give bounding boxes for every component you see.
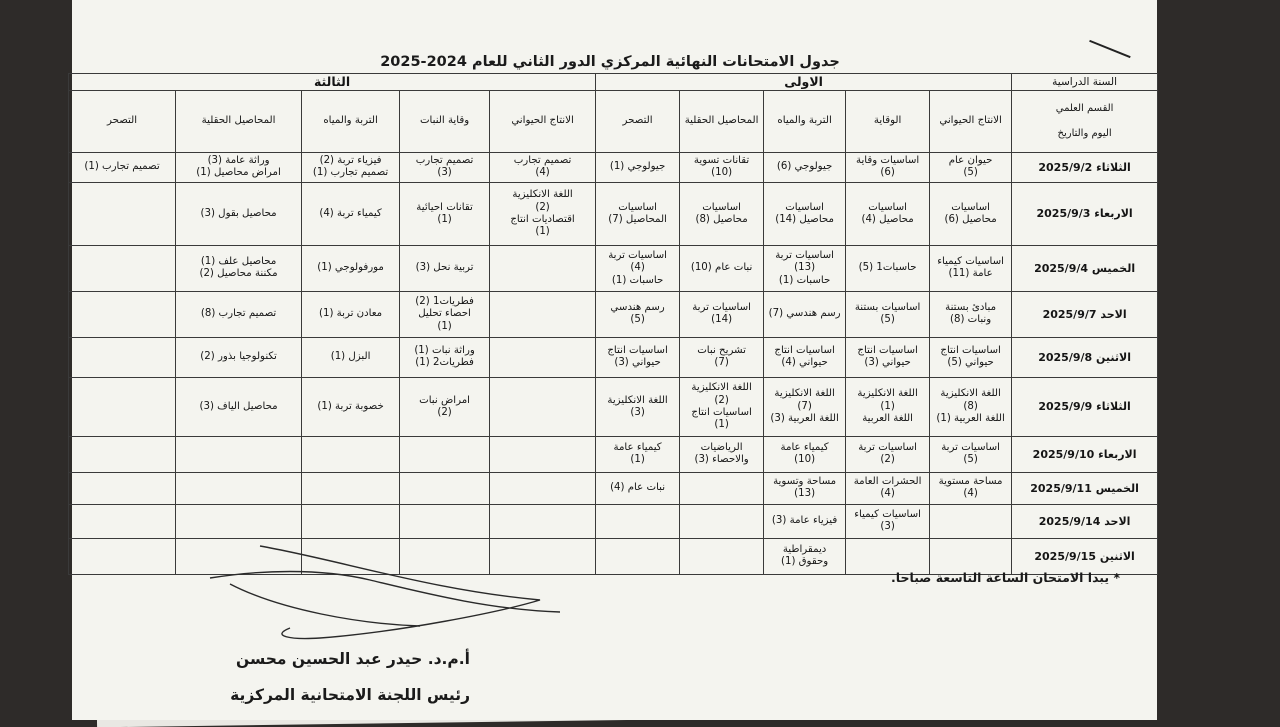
year-label-cell: السنة الدراسية	[1012, 74, 1158, 91]
date-cell: الخميس 2025/9/11	[1012, 472, 1158, 504]
exam-cell	[400, 472, 490, 504]
exam-cell	[176, 504, 302, 538]
dept-header: التربة والمياه	[764, 91, 846, 153]
exam-cell	[69, 377, 176, 436]
exam-cell: اساسيات انتاج حيواني (3)	[596, 337, 680, 377]
date-cell: الاربعاء 2025/9/10	[1012, 436, 1158, 472]
exam-cell: نبات عام (4)	[596, 472, 680, 504]
exam-cell: كيمياء عامة (1)	[596, 436, 680, 472]
exam-cell: اساسيات كيمياء (3)	[846, 504, 930, 538]
first-year-header: الاولى	[596, 74, 1012, 91]
exam-cell: تقانات احيائية (1)	[400, 182, 490, 245]
schedule-row	[69, 504, 1158, 538]
exam-cell: اساسيات محاصيل (8)	[680, 182, 764, 245]
exam-cell: فيزياء تربة (2) تصميم تجارب (1)	[302, 152, 400, 182]
exam-cell: اساسيات تربة (13) حاسبات (1)	[764, 245, 846, 291]
exam-cell: البزل (1)	[302, 337, 400, 377]
exam-cell	[930, 504, 1012, 538]
exam-cell: اساسيات انتاج حيواني (3)	[846, 337, 930, 377]
exam-cell: اللغة الانكليزية (2) اقتصاديات انتاج (1)	[490, 182, 596, 245]
date-cell: الثلاثاء 2025/9/2	[1012, 152, 1158, 182]
exam-schedule-table	[68, 73, 1158, 575]
exam-cell: اساسيات انتاج حيواني (4)	[764, 337, 846, 377]
exam-time-note: * يبدا الامتحان الساعة التاسعة صباحا.	[891, 570, 1120, 585]
dept-header: التربة والمياه	[302, 91, 400, 153]
exam-cell: خصوبة تربة (1)	[302, 377, 400, 436]
exam-cell: اللغة الانكليزية (3)	[596, 377, 680, 436]
exam-cell: اساسيات محاصيل (4)	[846, 182, 930, 245]
exam-cell: اساسيات تربة (14)	[680, 291, 764, 337]
exam-cell: حيوان عام (5)	[930, 152, 1012, 182]
exam-cell	[302, 436, 400, 472]
exam-cell: اساسيات محاصيل (6)	[930, 182, 1012, 245]
exam-cell: جيولوجي (6)	[764, 152, 846, 182]
signatory-name: أ.م.د. حيدر عبد الحسين محسن	[236, 650, 470, 668]
exam-cell	[69, 538, 176, 574]
schedule-row	[69, 472, 1158, 504]
year-header-row	[69, 74, 1158, 91]
exam-cell: مورفولوجي (1)	[302, 245, 400, 291]
exam-cell: اساسيات وقاية (6)	[846, 152, 930, 182]
exam-cell: تصميم تجارب (4)	[490, 152, 596, 182]
exam-cell: امراض نبات (2)	[400, 377, 490, 436]
exam-cell: اساسيات تربة (4) حاسبات (1)	[596, 245, 680, 291]
exam-cell: مساحة وتسوية (13)	[764, 472, 846, 504]
date-cell: الاربعاء 2025/9/3	[1012, 182, 1158, 245]
exam-cell: اساسيات تربة (2)	[846, 436, 930, 472]
exam-cell	[490, 337, 596, 377]
exam-cell	[69, 182, 176, 245]
exam-cell: رسم هندسي (7)	[764, 291, 846, 337]
date-cell: الخميس 2025/9/4	[1012, 245, 1158, 291]
schedule-row	[69, 182, 1158, 245]
exam-cell	[69, 472, 176, 504]
exam-cell: تصميم تجارب (8)	[176, 291, 302, 337]
exam-cell: اساسيات تربة (5)	[930, 436, 1012, 472]
exam-cell: تكنولوجيا بذور (2)	[176, 337, 302, 377]
date-cell: الاثنين 2025/9/15	[1012, 538, 1158, 574]
dept-header: الانتاج الحيواني	[930, 91, 1012, 153]
exam-cell: جيولوجي (1)	[596, 152, 680, 182]
exam-cell: مبادئ بستنة ونبات (8)	[930, 291, 1012, 337]
department-header-row	[69, 91, 1158, 153]
exam-cell	[680, 472, 764, 504]
exam-cell: الحشرات العامة (4)	[846, 472, 930, 504]
dept-header: الانتاج الحيواني	[490, 91, 596, 153]
exam-cell: نبات عام (10)	[680, 245, 764, 291]
handwritten-signature	[200, 540, 580, 650]
dept-header: التصحر	[596, 91, 680, 153]
third-year-header: الثالثة	[69, 74, 596, 91]
exam-cell: حاسبات1 (5)	[846, 245, 930, 291]
signatory-role: رئيس اللجنة الامتحانية المركزية	[230, 686, 470, 704]
dept-header: التصحر	[69, 91, 176, 153]
exam-cell: فيزياء عامة (3)	[764, 504, 846, 538]
exam-cell	[69, 245, 176, 291]
exam-cell	[302, 472, 400, 504]
exam-cell: وراثة عامة (3) امراض محاصيل (1)	[176, 152, 302, 182]
exam-cell	[176, 472, 302, 504]
schedule-row	[69, 291, 1158, 337]
exam-cell: معادن تربة (1)	[302, 291, 400, 337]
exam-cell: محاصيل علف (1) مكننة محاصيل (2)	[176, 245, 302, 291]
exam-cell: كيمياء تربة (4)	[302, 182, 400, 245]
exam-cell: تصميم تجارب (3)	[400, 152, 490, 182]
exam-cell: تصميم تجارب (1)	[69, 152, 176, 182]
schedule-row	[69, 152, 1158, 182]
exam-cell: اللغة الانكليزية (2) اساسيات انتاج (1)	[680, 377, 764, 436]
exam-cell	[490, 245, 596, 291]
exam-cell	[69, 337, 176, 377]
dept-label: القسم العلمي	[1055, 103, 1114, 115]
exam-cell: اساسيات محاصيل (14)	[764, 182, 846, 245]
dept-header: المحاصيل الحقلية	[680, 91, 764, 153]
date-cell: الاحد 2025/9/7	[1012, 291, 1158, 337]
exam-cell	[490, 472, 596, 504]
exam-cell: تقانات تسوية (10)	[680, 152, 764, 182]
exam-cell	[176, 436, 302, 472]
exam-cell	[596, 504, 680, 538]
exam-cell: ديمقراطية وحقوق (1)	[764, 538, 846, 574]
dept-header: الوقاية	[846, 91, 930, 153]
exam-cell: رسم هندسي (5)	[596, 291, 680, 337]
exam-cell: كيمياء عامة (10)	[764, 436, 846, 472]
schedule-row	[69, 436, 1158, 472]
exam-cell: تربية نحل (3)	[400, 245, 490, 291]
exam-cell	[400, 436, 490, 472]
date-cell: الاثنين 2025/9/8	[1012, 337, 1158, 377]
dept-header: وقاية النبات	[400, 91, 490, 153]
exam-cell	[302, 504, 400, 538]
exam-cell	[490, 377, 596, 436]
schedule-row	[69, 377, 1158, 436]
schedule-body	[69, 152, 1158, 574]
dept-header: المحاصيل الحقلية	[176, 91, 302, 153]
exam-cell: اللغة الانكليزية (8) اللغة العربية (1)	[930, 377, 1012, 436]
exam-cell	[400, 504, 490, 538]
exam-cell: اساسيات كيمياء عامة (11)	[930, 245, 1012, 291]
schedule-row	[69, 245, 1158, 291]
exam-cell	[69, 291, 176, 337]
exam-cell: الرياضيات والاحصاء (3)	[680, 436, 764, 472]
corner-header	[1012, 91, 1158, 153]
exam-cell: فطريات1 (2) احصاء تحليل (1)	[400, 291, 490, 337]
exam-cell: مساحة مستوية (4)	[930, 472, 1012, 504]
exam-cell	[69, 504, 176, 538]
date-cell: الثلاثاء 2025/9/9	[1012, 377, 1158, 436]
document-title: جدول الامتحانات النهائية المركزي الدور الثاني للعام 2024-2025	[380, 54, 840, 70]
exam-cell	[490, 436, 596, 472]
exam-cell: اساسيات المحاصيل (7)	[596, 182, 680, 245]
exam-cell: محاصيل بقول (3)	[176, 182, 302, 245]
exam-cell	[596, 538, 680, 574]
exam-cell	[680, 538, 764, 574]
schedule-row	[69, 337, 1158, 377]
exam-cell: وراثة نبات (1) فطريات2 (1)	[400, 337, 490, 377]
exam-cell	[680, 504, 764, 538]
exam-cell	[490, 291, 596, 337]
date-cell: الاحد 2025/9/14	[1012, 504, 1158, 538]
date-label: اليوم والتاريخ	[1057, 127, 1112, 139]
exam-cell: محاصيل الياف (3)	[176, 377, 302, 436]
exam-cell: اللغة الانكليزية (7) اللغة العربية (3)	[764, 377, 846, 436]
exam-cell: تشريح نبات (7)	[680, 337, 764, 377]
exam-cell: اساسيات انتاج حيواني (5)	[930, 337, 1012, 377]
exam-cell: اللغة الانكليزية (1) اللغة العربية	[846, 377, 930, 436]
exam-cell	[490, 504, 596, 538]
exam-cell: اساسيات بستنة (5)	[846, 291, 930, 337]
exam-cell	[69, 436, 176, 472]
